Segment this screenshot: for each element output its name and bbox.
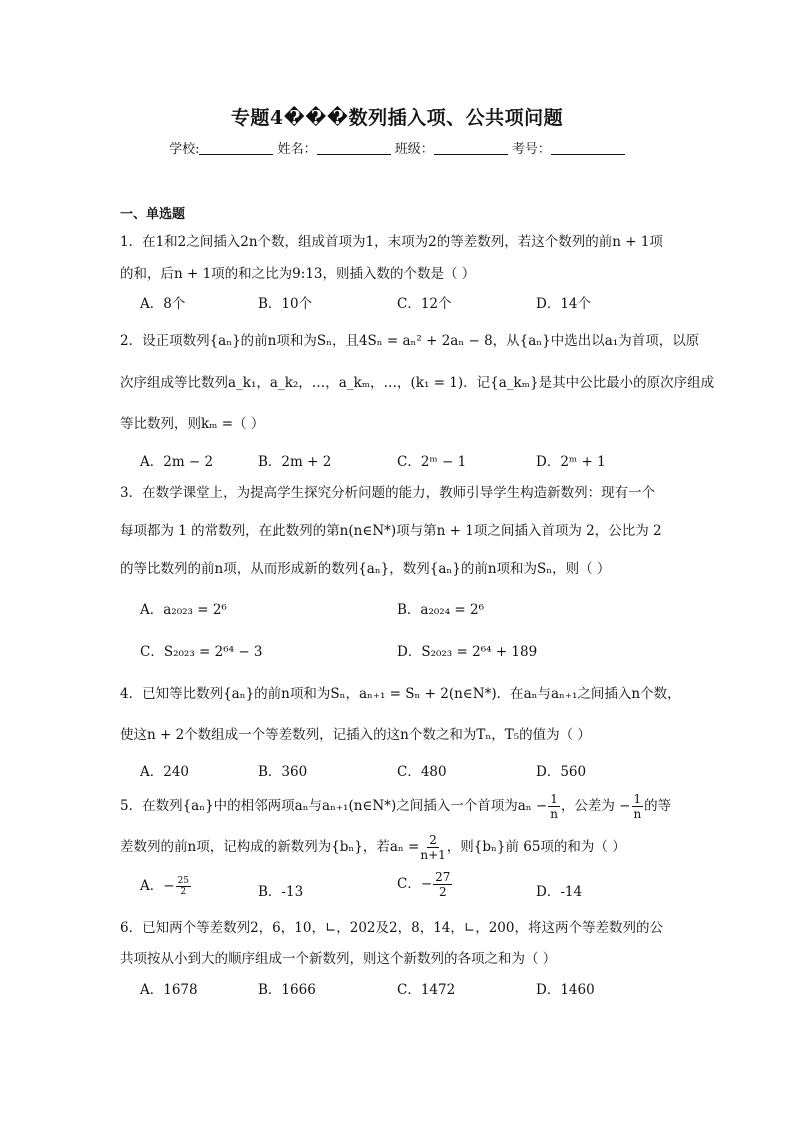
- q2-line3: 等比数列，则kₘ =（ ）: [120, 416, 265, 432]
- q3-option-d[interactable]: D．S₂₀₂₃ = 2⁶⁴ + 189: [397, 644, 538, 660]
- q1-line2: 的和，后n + 1项的和之比为9:13，则插入数的个数是（ ）: [120, 266, 476, 282]
- name-label: 姓名：: [277, 142, 317, 157]
- q3-option-b[interactable]: B．a₂₀₂₄ = 2⁶: [397, 602, 485, 618]
- q1-option-b[interactable]: B．10个: [258, 296, 313, 312]
- q4-option-a[interactable]: A．240: [140, 764, 190, 780]
- q4-option-d[interactable]: D．560: [536, 764, 587, 780]
- q4-option-c[interactable]: C．480: [397, 764, 447, 780]
- school-blank[interactable]: [199, 142, 273, 155]
- class-blank[interactable]: [434, 142, 508, 155]
- q6-option-d[interactable]: D．1460: [536, 982, 595, 998]
- q3-line2: 每项都为 1 的常数列，在此数列的第n(n∈N*)项与第n + 1项之间插入首项为 2，公比为 2: [120, 523, 662, 539]
- q3-option-c[interactable]: C．S₂₀₂₃ = 2⁶⁴ − 3: [140, 644, 263, 660]
- q6-option-c[interactable]: C．1472: [397, 982, 456, 998]
- name-blank[interactable]: [317, 142, 391, 155]
- q5-option-c-fraction: [433, 870, 452, 899]
- q5-line2-end: ，则{bₙ}前 65项的和为（ ）: [446, 839, 626, 855]
- q6-option-a[interactable]: A．1678: [140, 982, 198, 998]
- q3-line3: 的等比数列的前n项，从而形成新的数列{aₙ}，数列{aₙ}的前n项和为Sₙ，则（ ）: [120, 561, 611, 577]
- school-label: 学校:: [169, 142, 200, 157]
- q2-line2: 次序组成等比数列a_k₁，a_k₂，…，a_kₘ，…，(k₁ = 1)．记{a_kₘ}是其中公比最小的原次序组成: [120, 375, 715, 391]
- q2-line1: 2．设正项数列{aₙ}的前n项和为Sₙ，且4Sₙ = aₙ² + 2aₙ − 8，从{aₙ}中选出以a₁为首项，以原: [120, 333, 700, 349]
- q5-line1-end: 的等: [644, 798, 672, 814]
- q5-option-a-fraction: [176, 876, 191, 897]
- q1-option-d[interactable]: D．14个: [536, 296, 592, 312]
- fraction-numerator: 27: [435, 870, 451, 884]
- q5-line2-start: 差数列的前n项，记构成的新数列为{bₙ}，若aₙ =: [120, 839, 420, 855]
- fraction-denominator: n: [633, 807, 642, 821]
- fraction-denominator: 2: [180, 887, 187, 897]
- q5-fraction-2-over-n1: [420, 833, 445, 862]
- q2-option-b[interactable]: B．2m + 2: [258, 454, 332, 470]
- q3-option-a[interactable]: A．a₂₀₂₃ = 2⁶: [140, 602, 227, 618]
- q5-fraction-1-over-n: [548, 792, 560, 821]
- q5-line1: [120, 792, 671, 821]
- q5-option-a[interactable]: [140, 874, 192, 897]
- q5-line2: [120, 833, 626, 862]
- q5-option-c[interactable]: [397, 870, 453, 899]
- q2-option-d[interactable]: D．2ᵐ + 1: [536, 454, 606, 470]
- page-title: 专题4���数列插入项、公共项问题: [230, 107, 564, 129]
- q5-line1-start: 5．在数列{aₙ}中的相邻两项aₙ与aₙ₊₁(n∈N*)之间插入一个首项为aₙ −: [120, 798, 548, 814]
- q5-option-b[interactable]: B．-13: [258, 884, 304, 900]
- fraction-denominator: n+1: [420, 848, 446, 862]
- q3-line1: 3．在数学课堂上，为提高学生探究分析问题的能力，教师引导学生构造新数列：现有一个: [120, 485, 656, 501]
- q6-line1: 6．已知两个等差数列2，6，10，∟，202及2，8，14，∟，200，将这两个等差数列的公: [120, 920, 663, 936]
- fraction-numerator: 25: [177, 876, 190, 886]
- q5-option-c-label: C．−: [397, 876, 433, 892]
- class-label: 班级：: [394, 142, 434, 157]
- q4-line2: 使这n + 2个数组成一个等差数列，记插入的这n个数之和为Tₙ，T₅的值为（ ）: [120, 727, 591, 743]
- number-label: 考号：: [511, 142, 551, 157]
- q1-option-a[interactable]: A．8个: [140, 296, 186, 312]
- number-blank[interactable]: [551, 142, 625, 155]
- q5-option-d[interactable]: D．-14: [536, 884, 583, 900]
- q5-fraction-1-over-n-2: [632, 792, 644, 821]
- q4-line1: 4．已知等比数列{aₙ}的前n项和为Sₙ，aₙ₊₁ = Sₙ + 2(n∈N*)．在aₙ与aₙ₊₁之间插入n个数，: [120, 686, 681, 702]
- fraction-denominator: n: [550, 807, 558, 821]
- q5-line1-mid: ，公差为 −: [560, 798, 631, 814]
- fraction-numerator: 1: [550, 792, 558, 806]
- q6-option-b[interactable]: B．1666: [258, 982, 316, 998]
- fraction-denominator: 2: [438, 885, 447, 899]
- q2-option-c[interactable]: C．2ᵐ − 1: [397, 454, 467, 470]
- section-heading: 一、单选题: [120, 207, 186, 222]
- q1-line1: 1．在1和2之间插入2n个数，组成首项为1，末项为2的等差数列，若这个数列的前n + 1项: [120, 234, 663, 250]
- fraction-numerator: 1: [633, 792, 642, 806]
- q1-option-c[interactable]: C．12个: [397, 296, 452, 312]
- q4-option-b[interactable]: B．360: [258, 764, 308, 780]
- q5-option-a-label: A．−: [140, 878, 175, 894]
- fraction-numerator: 2: [429, 833, 437, 847]
- student-info-row: [0, 138, 794, 157]
- q6-line2: 共项按从小到大的顺序组成一个新数列，则这个新数列的各项之和为（ ）: [120, 951, 557, 967]
- q2-option-a[interactable]: A．2m − 2: [140, 454, 214, 470]
